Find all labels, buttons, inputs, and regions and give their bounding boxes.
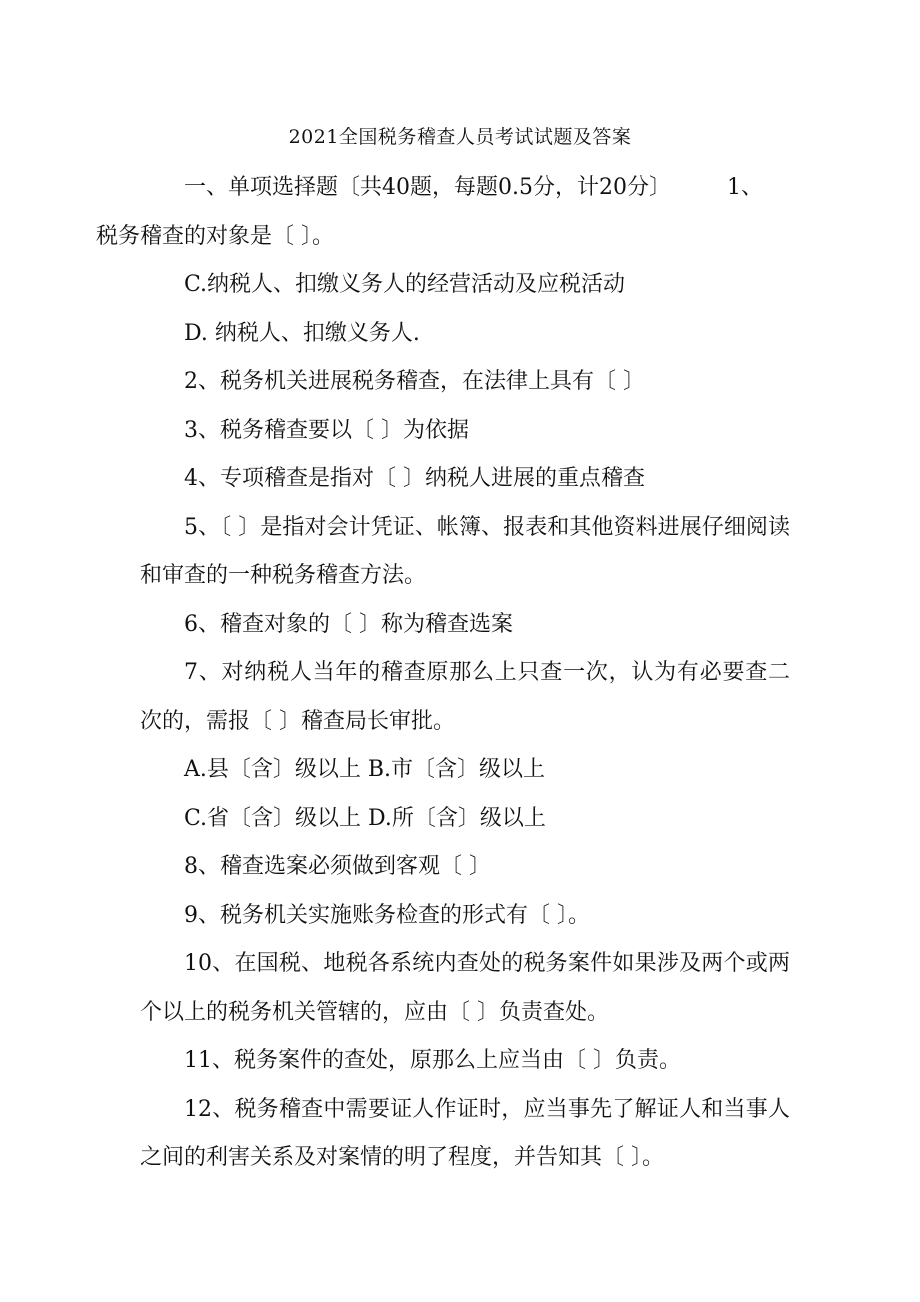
question-11: 11、税务案件的查处，原那么上应当由〔 〕负责。 [184, 1048, 681, 1073]
question-5: 5、〔 〕是指对会计凭证、帐簿、报表和其他资料进展仔细阅读和审查的一种税务稽查方法。 [140, 514, 790, 588]
question-6: 6、稽查对象的〔 〕称为稽查选案 [184, 611, 513, 637]
document-title: 2021全国税务稽查人员考试试题及答案 [288, 126, 632, 148]
question-2: 2、税务机关进展税务稽查，在法律上具有〔 〕 [184, 369, 645, 394]
question-1-number: 1、 [726, 175, 763, 200]
question-7-options-cd: C.省〔含〕级以上 D.所〔含〕级以上 [184, 805, 546, 831]
section-heading: 一、单项选择题〔共40题，每题0.5分，计20分〕 [184, 175, 671, 200]
question-10: 10、在国税、地税各系统内查处的税务案件如果涉及两个或两个以上的税务机关管辖的，应由〔 〕负责查处。 [140, 951, 790, 1025]
question-1-text: 税务稽查的对象是〔 〕。 [96, 223, 334, 249]
question-4: 4、专项稽查是指对〔 〕纳税人进展的重点稽查 [184, 466, 645, 491]
question-12: 12、税务稽查中需要证人作证时，应当事先了解证人和当事人之间的利害关系及对案情的明了程度，并告知其〔 〕。 [140, 1096, 790, 1170]
question-9: 9、税务机关实施账务检查的形式有〔 〕。 [184, 902, 590, 928]
paragraph-option-c: C.纳税人、扣缴义务人的经营活动及应税活动 [184, 272, 626, 297]
question-8: 8、稽查选案必须做到客观〔 〕 [184, 854, 491, 879]
question-7-options-ab: A.县〔含〕级以上 B.市〔含〕级以上 [184, 757, 546, 782]
paragraph-option-d: D. 纳税人、扣缴义务人. [184, 320, 420, 346]
question-7: 7、对纳税人当年的稽查原那么上只查一次，认为有必要查二次的，需报〔 〕稽查局长审批。 [140, 660, 790, 734]
question-3: 3、税务稽查要以〔 〕为依据 [184, 417, 469, 443]
document-body [96, 164, 790, 1183]
section-heading-paragraph [96, 164, 790, 261]
